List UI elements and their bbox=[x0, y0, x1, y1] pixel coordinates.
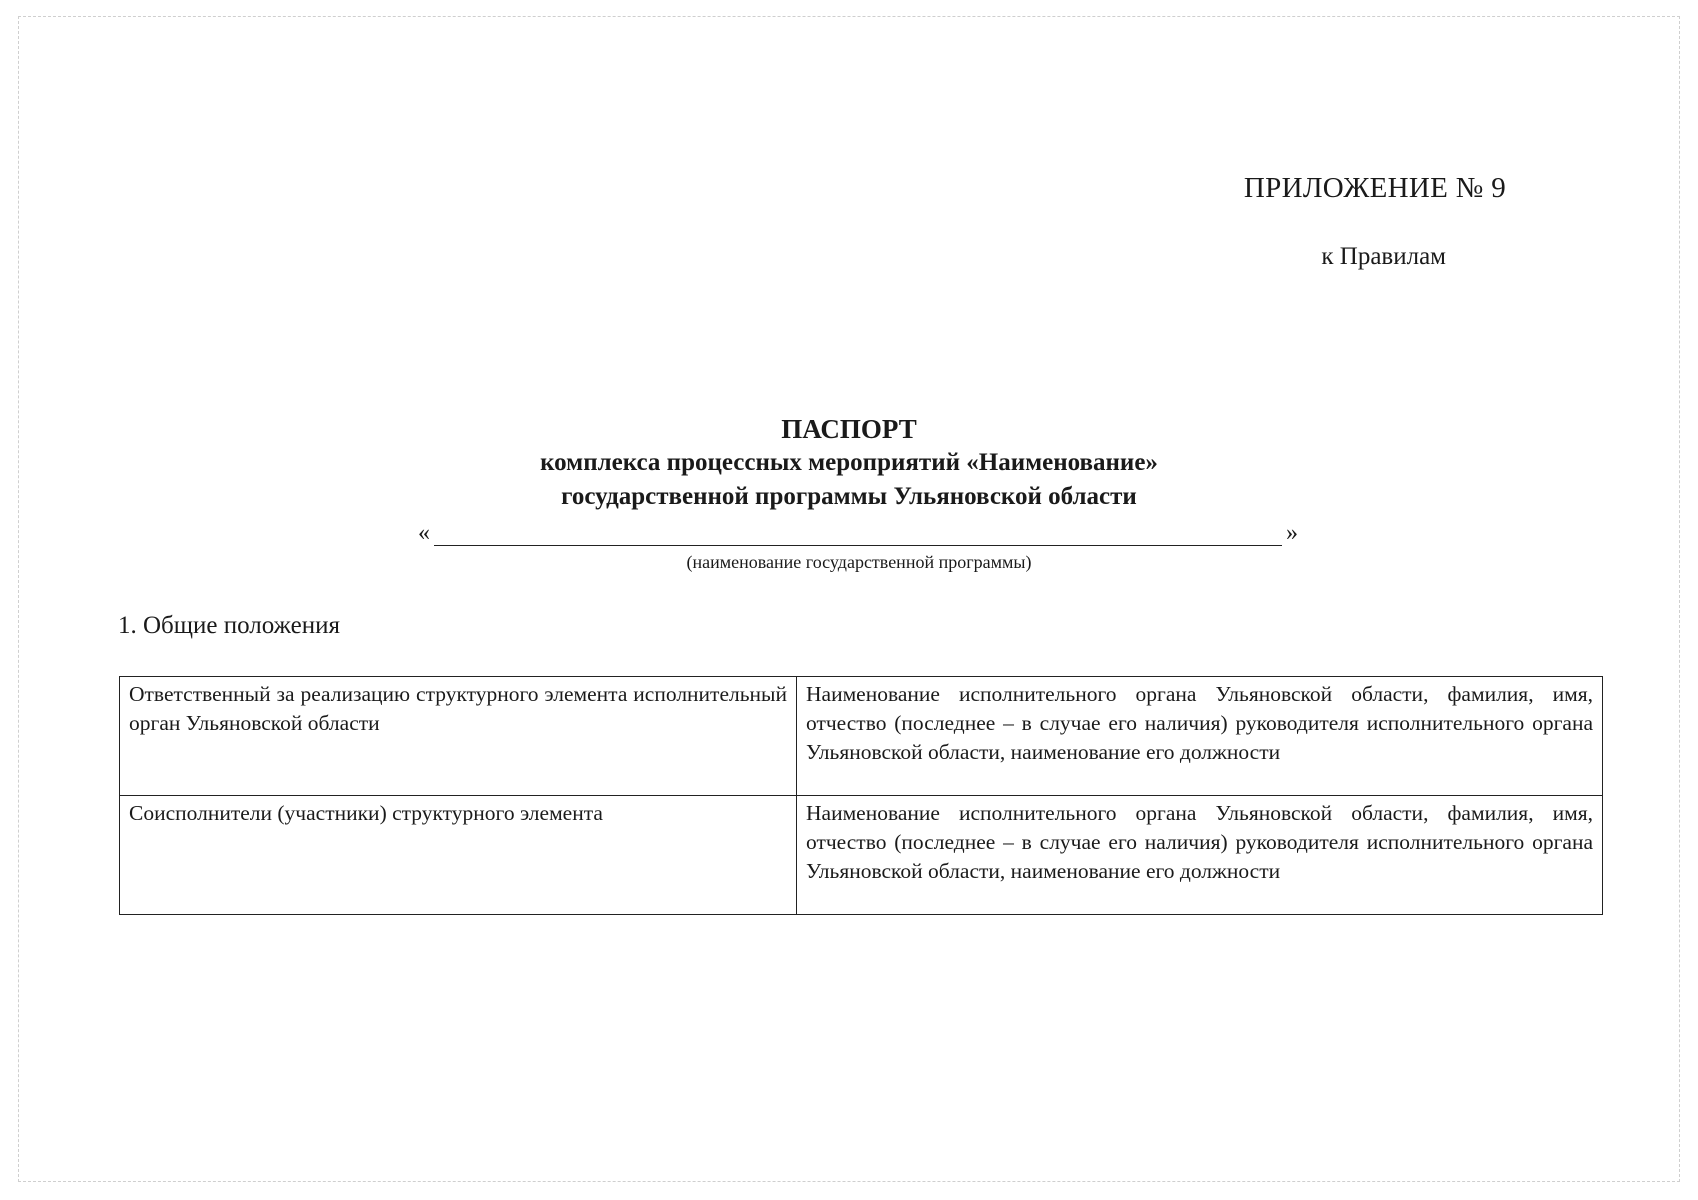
open-quote: « bbox=[418, 520, 430, 546]
program-name-underline bbox=[434, 545, 1282, 546]
general-provisions-table bbox=[119, 676, 1603, 915]
table-row bbox=[120, 677, 1603, 796]
program-name-caption: (наименование государственной программы) bbox=[686, 552, 1032, 572]
heading-line-3: государственной программы Ульяновской области bbox=[561, 483, 1137, 510]
appendix-title: ПРИЛОЖЕНИЕ № 9 bbox=[1243, 172, 1506, 204]
table-row bbox=[120, 796, 1603, 915]
table-cell-value: Наименование исполнительного органа Ульяновской области, фамилия, имя, отчество (последнее – в случае его наличия) руководителя исполнительного органа Ульяновской области, наименование его должности bbox=[797, 677, 1603, 796]
table-cell-label: Соисполнители (участники) структурного элемента bbox=[120, 796, 797, 915]
appendix-subtitle: к Правилам bbox=[1321, 243, 1446, 270]
document-heading bbox=[0, 412, 1698, 514]
heading-line-2: комплекса процессных мероприятий «Наименование» bbox=[540, 449, 1158, 476]
program-name-field bbox=[418, 520, 1298, 550]
section-title: 1. Общие положения bbox=[118, 612, 340, 639]
table-cell-label: Ответственный за реализацию структурного элемента исполнительный орган Ульяновской области bbox=[120, 677, 797, 796]
table-cell-value: Наименование исполнительного органа Ульяновской области, фамилия, имя, отчество (последнее – в случае его наличия) руководителя исполнительного органа Ульяновской области, наименование его должности bbox=[797, 796, 1603, 915]
heading-main: ПАСПОРТ bbox=[781, 414, 917, 444]
close-quote: » bbox=[1286, 520, 1298, 546]
